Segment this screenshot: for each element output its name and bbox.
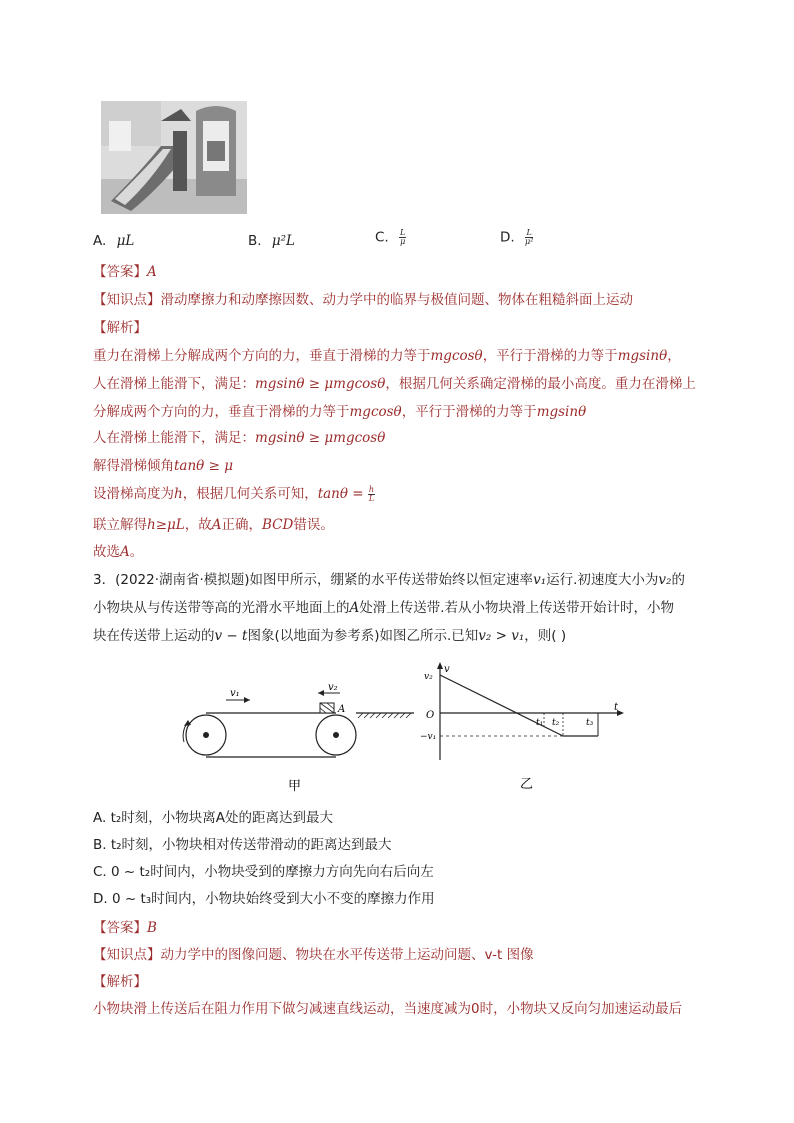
option-c-fraction [399, 229, 406, 246]
math: v₁ [533, 572, 547, 588]
text: B. t₂时刻，小物块相对传送带滑动的距离达到最大 [93, 837, 392, 853]
text: 块在传送带上运动的 [93, 628, 215, 644]
analysis-tag: 【解析】 [93, 320, 147, 336]
text: 小物块从与传送带等高的光滑水平地面上的 [93, 600, 350, 616]
option-d-num: L [526, 228, 532, 237]
knowledge-text: 动力学中的图像问题、物块在水平传送带上运动问题、v-t 图像 [160, 947, 534, 963]
g-neg-v1-label: −v₁ [420, 732, 437, 742]
option-b-label: B. [248, 233, 262, 249]
q3-analysis-line-1 [93, 999, 682, 1019]
fig-v1-label: v₁ [230, 688, 240, 699]
math: tanθ ≥ μ [174, 458, 233, 474]
q3-option-d [93, 889, 435, 909]
math: mgcosθ [430, 348, 483, 364]
text: 小物块滑上传送后在阻力作用下做匀减速直线运动，当速度减为0时，小物块又反向匀加速运动最后 [93, 1001, 683, 1017]
q3-stem-line-1 [93, 570, 685, 590]
text: 故选 [93, 544, 120, 560]
option-c-label: C. [375, 229, 389, 246]
text: D. 0 ~ t₃时间内，小物块始终受到大小不变的摩擦力作用 [93, 891, 435, 907]
q2-analysis-line-6 [93, 484, 375, 504]
knowledge-tag: 【知识点】 [93, 947, 161, 963]
q2-analysis-line-1 [93, 346, 681, 366]
g-t2-label: t₂ [552, 718, 560, 728]
q2-knowledge-line [93, 290, 633, 310]
option-c-den: μ [400, 237, 406, 246]
option-d [500, 229, 533, 246]
knowledge-tag: 【知识点】 [93, 292, 161, 308]
text: 设滑梯高度为 [93, 486, 174, 502]
option-d-label: D. [500, 229, 515, 246]
g-origin-label: O [426, 710, 435, 721]
fig-jia-label: 甲 [288, 779, 302, 792]
text: 分解成两个方向的力，垂直于滑梯的力等于 [93, 404, 350, 420]
text: 处滑上传送带.若从小物块滑上传送带开始计时，小物 [359, 600, 675, 616]
q3-stem-line-3 [93, 626, 566, 646]
math: mgsinθ ≥ μmgcosθ [255, 430, 386, 446]
q2-analysis-line-7 [93, 515, 334, 535]
analysis-tag: 【解析】 [93, 974, 147, 990]
text: ，根据几何关系确定滑梯的最小高度。重力在滑梯上 [385, 376, 696, 392]
g-t-label: t [614, 702, 619, 713]
den: L [368, 493, 375, 503]
option-b [248, 233, 295, 249]
math: v₂ [658, 572, 672, 588]
text: ，则( ) [524, 628, 567, 644]
g-t3-label: t₃ [586, 718, 594, 728]
option-a-label: A. [93, 233, 107, 249]
fig-A-label: A [338, 704, 346, 715]
math: v − t [214, 628, 248, 644]
option-a [93, 233, 134, 249]
math: v₂ > v₁ [478, 628, 525, 644]
math: h [174, 486, 183, 502]
g-v-label: v [444, 664, 450, 675]
option-d-den: μ² [524, 237, 534, 246]
conveyor-figure [170, 680, 420, 792]
text: 人在滑梯上能滑下，满足： [93, 376, 255, 392]
q2-analysis-line-8 [93, 542, 143, 562]
q2-answer-line [93, 262, 157, 282]
text: 的 [671, 572, 685, 588]
q2-analysis-line-4 [93, 428, 385, 448]
text: 错误。 [293, 517, 334, 533]
text: 重力在滑梯上分解成两个方向的力，垂直于滑梯的力等于 [93, 348, 431, 364]
answer-value: B [147, 920, 157, 936]
text: 运行.初速度大小为 [546, 572, 659, 588]
text: ， [667, 348, 681, 364]
option-d-fraction [525, 229, 533, 246]
slide-photo [101, 101, 247, 214]
q3-option-c [93, 862, 434, 882]
answer-tag: 【答案】 [93, 920, 147, 936]
text: 图象(以地面为参考系)如图乙所示.已知 [247, 628, 479, 644]
g-t1-label: t₁ [536, 718, 544, 728]
option-b-value: μ²L [271, 233, 296, 249]
vt-graph [420, 660, 630, 790]
math: BCD [262, 517, 294, 533]
math: A [211, 517, 222, 533]
knowledge-text: 滑动摩擦力和动摩擦因数、动力学中的临界与极值问题、物体在粗糙斜面上运动 [160, 292, 633, 308]
fig-yi-label: 乙 [520, 777, 534, 790]
q2-analysis-line-2 [93, 374, 696, 394]
math: mgsinθ [617, 348, 668, 364]
q3-analysis-tag-line [93, 972, 147, 992]
num: h [368, 484, 375, 494]
q3-stem-line-2 [93, 598, 674, 618]
math: A [349, 600, 360, 616]
answer-value: A [147, 264, 157, 280]
g-v2-label: v₂ [424, 672, 433, 682]
q3-option-a [93, 808, 333, 828]
q2-analysis-tag-line [93, 318, 147, 338]
text: A. t₂时刻，小物块离A处的距离达到最大 [93, 810, 334, 826]
text: 正确， [221, 517, 262, 533]
answer-tag: 【答案】 [93, 264, 147, 280]
q2-analysis-line-5 [93, 456, 233, 476]
fraction [368, 486, 375, 503]
text: 3．(2022·湖南省·模拟题)如图甲所示，绷紧的水平传送带始终以恒定速率 [93, 572, 534, 588]
math: A [120, 544, 130, 560]
q2-analysis-line-3 [93, 402, 586, 422]
text: ，平行于滑梯的力等于 [482, 348, 618, 364]
math: h≥μL [147, 517, 185, 533]
text: 人在滑梯上能滑下，满足： [93, 430, 255, 446]
math: mgcosθ [349, 404, 402, 420]
math: mgsinθ [536, 404, 587, 420]
math: mgsinθ ≥ μmgcosθ [255, 376, 386, 392]
text: C. 0 ~ t₂时间内，小物块受到的摩擦力方向先向右后向左 [93, 864, 434, 880]
option-c-num: L [400, 228, 406, 237]
q3-option-b [93, 835, 392, 855]
option-a-value: μL [116, 233, 135, 249]
text: ，平行于滑梯的力等于 [401, 404, 537, 420]
q3-knowledge-line [93, 945, 534, 965]
fig-v2-label: v₂ [328, 682, 338, 693]
text: 。 [129, 544, 144, 560]
q3-answer-line [93, 918, 157, 938]
text: ，故 [184, 517, 212, 533]
text: 解得滑梯倾角 [93, 458, 174, 474]
math: tanθ = [317, 486, 364, 502]
option-c [375, 229, 406, 246]
text: ，根据几何关系可知， [182, 486, 318, 502]
text: 联立解得 [93, 517, 147, 533]
